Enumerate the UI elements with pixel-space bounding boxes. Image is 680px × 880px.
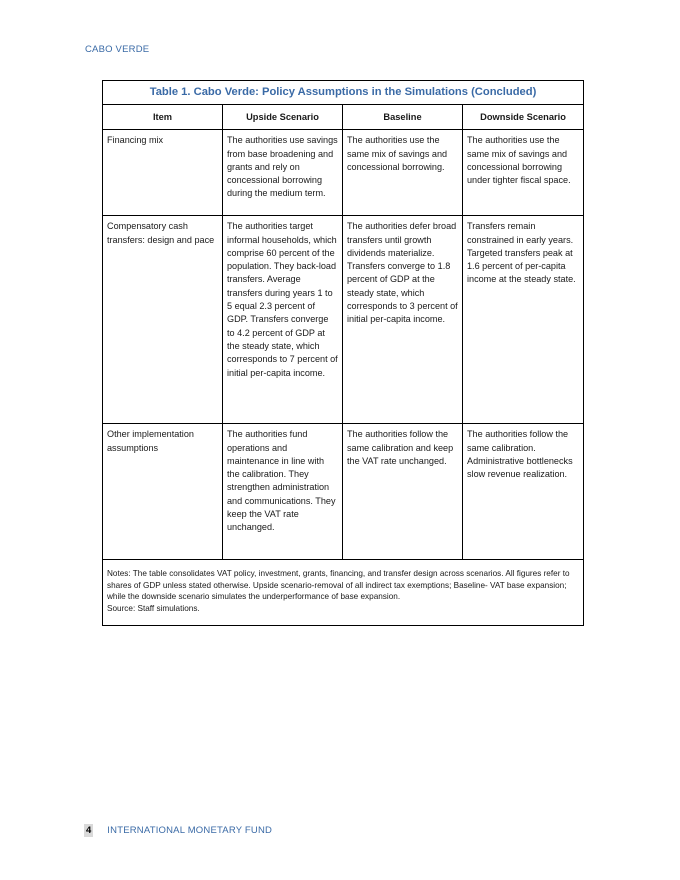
- cell-item: Other implementation assumptions: [103, 424, 223, 560]
- footer-organization: INTERNATIONAL MONETARY FUND: [107, 825, 273, 836]
- table-notes: [103, 560, 584, 626]
- table-row: [103, 424, 584, 560]
- table-row: [103, 216, 584, 424]
- source-text: Source: Staff simulations.: [107, 603, 200, 613]
- cell-downside: The authorities follow the same calibration. Administrative bottlenecks slow revenue realization.: [463, 424, 584, 560]
- running-head: CABO VERDE: [85, 44, 150, 55]
- cell-upside: The authorities use savings from base broadening and grants and rely on concessional borrowing during the medium term.: [223, 130, 343, 216]
- cell-upside: The authorities target informal households, which comprise 60 percent of the population. They back-load transfers. Average transfers during years 1 to 5 equal 2.3 percent of GDP. Transfers converge to 4.2 percent of GDP at the steady state, which corresponds to 7 percent of initial per-capita income.: [223, 216, 343, 424]
- cell-baseline: The authorities follow the same calibration and keep the VAT rate unchanged.: [343, 424, 463, 560]
- cell-baseline: The authorities use the same mix of savings and concessional borrowing.: [343, 130, 463, 216]
- column-header-downside: Downside Scenario: [463, 105, 584, 130]
- policy-assumptions-table: [102, 80, 584, 626]
- cell-item: Financing mix: [103, 130, 223, 216]
- table-row: [103, 130, 584, 216]
- page-footer: [84, 824, 272, 837]
- cell-baseline: The authorities defer broad transfers until growth dividends materialize. Transfers converge to 1.8 percent of GDP at the steady state, which corresponds to 3 percent of initial per-capita income.: [343, 216, 463, 424]
- cell-downside: The authorities use the same mix of savings and concessional borrowing under tighter fiscal space.: [463, 130, 584, 216]
- column-header-item: Item: [103, 105, 223, 130]
- page-number: 4: [86, 825, 92, 836]
- cell-downside: Transfers remain constrained in early years. Targeted transfers peak at 1.6 percent of per-capita income at the steady state.: [463, 216, 584, 424]
- table-header-row: [103, 105, 584, 130]
- column-header-upside: Upside Scenario: [223, 105, 343, 130]
- table-title: Table 1. Cabo Verde: Policy Assumptions in the Simulations (Concluded): [103, 81, 584, 105]
- notes-text: Notes: The table consolidates VAT policy, investment, grants, financing, and transfer design across scenarios. All figures refer to shares of GDP unless stated otherwise. Upside scenario-removal of all indirect tax exemptions; Baseline- VAT base expansion; while the downside scenario simulates the underperformance of base expansion.: [107, 569, 570, 602]
- column-header-baseline: Baseline: [343, 105, 463, 130]
- cell-item: Compensatory cash transfers: design and pace: [103, 216, 223, 424]
- cell-upside: The authorities fund operations and maintenance in line with the calibration. They strengthen administration and communications. They keep the VAT rate unchanged.: [223, 424, 343, 560]
